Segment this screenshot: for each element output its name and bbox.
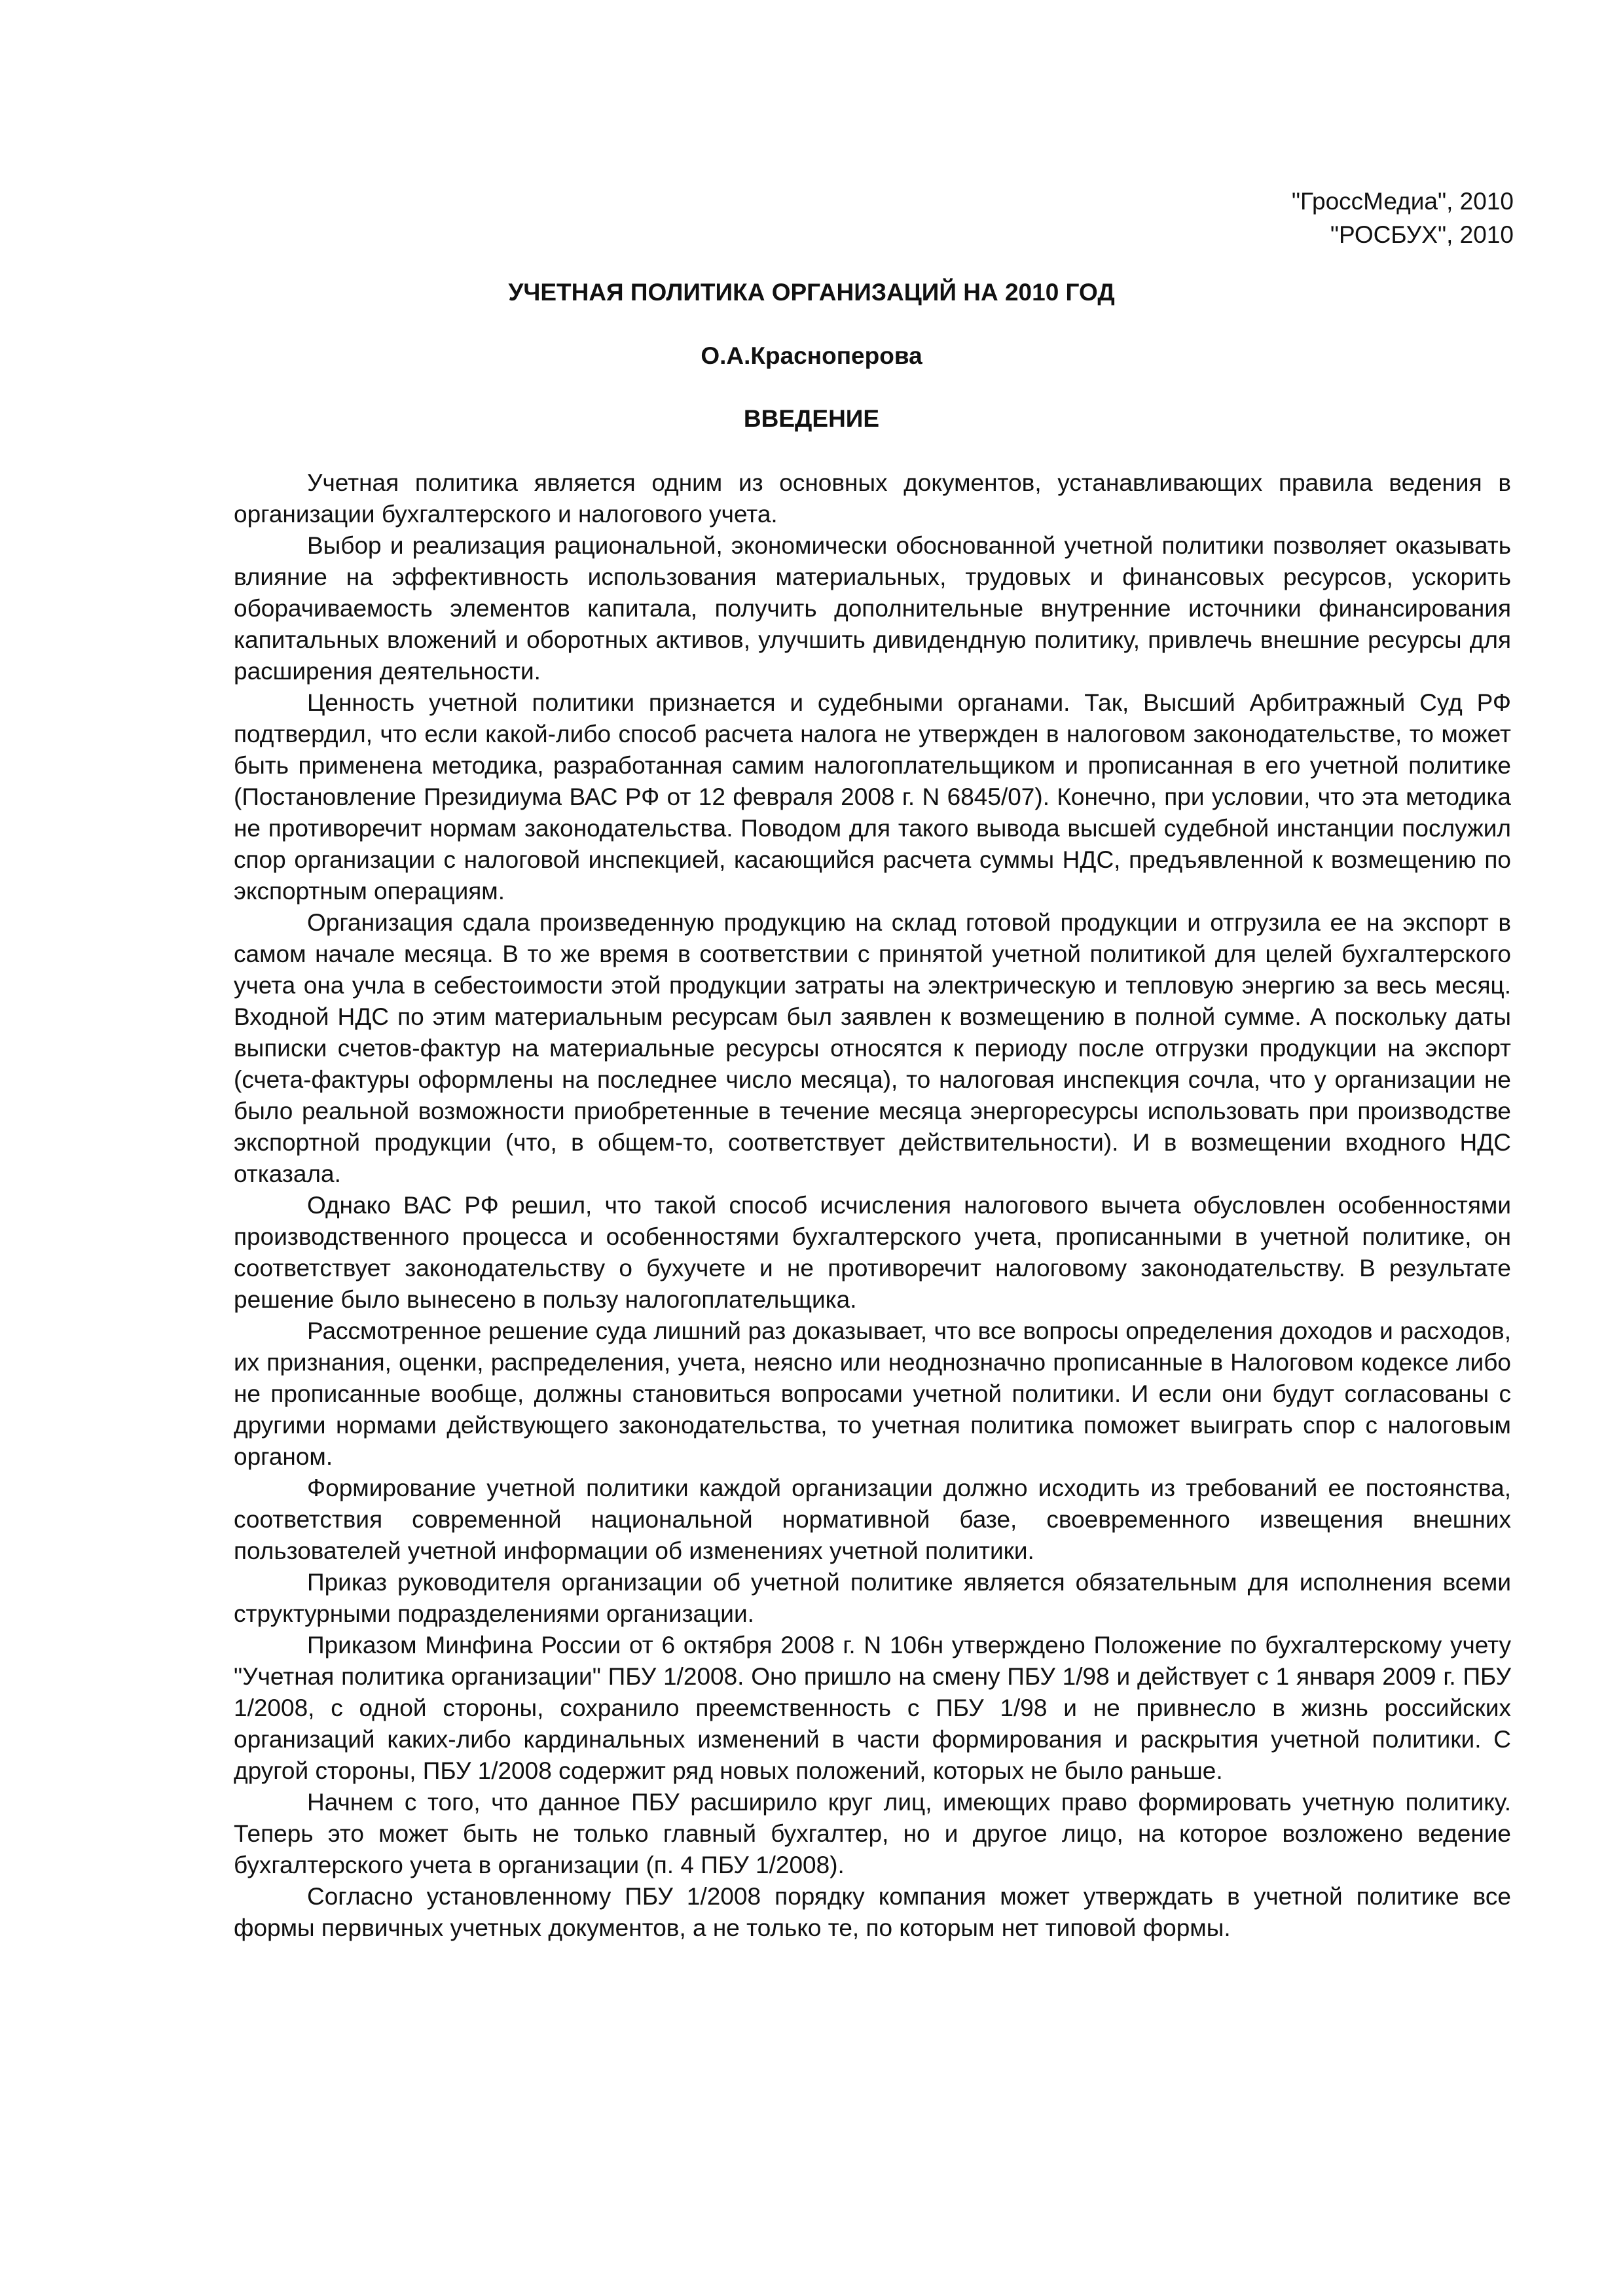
- document-author: О.А.Красноперова: [701, 342, 922, 369]
- paragraph: Формирование учетной политики каждой организации должно исходить из требований ее постоянства, соответствия современной национальной нормативной базе, своевременного извещения внешних пользователей учетной информации об изменениях учетной политики.: [234, 1475, 1511, 1564]
- document-title: УЧЕТНАЯ ПОЛИТИКА ОРГАНИЗАЦИЙ НА 2010 ГОД: [508, 279, 1115, 306]
- publisher-block: [1292, 185, 1514, 251]
- paragraph: Однако ВАС РФ решил, что такой способ исчисления налогового вычета обусловлен особенностями производственного процесса и особенностями бухгалтерского учета, прописанными в учетной политике, он соответствует законодательству о бухучете и не противоречит налоговому законодательству. В результате решение было вынесено в пользу налогоплательщика.: [234, 1192, 1511, 1313]
- paragraph: Приказ руководителя организации об учетной политике является обязательным для исполнения всеми структурными подразделениями организации.: [234, 1569, 1511, 1627]
- paragraph: Учетная политика является одним из основных документов, устанавливающих правила ведения в организации бухгалтерского и налогового учета.: [234, 469, 1511, 528]
- section-heading: ВВЕДЕНИЕ: [743, 405, 880, 432]
- body-text: [234, 467, 1511, 1944]
- paragraph: Рассмотренное решение суда лишний раз доказывает, что все вопросы определения доходов и расходов, их признания, оценки, распределения, учета, неясно или неоднозначно прописанные в Налоговом кодексе либо не прописанные вообще, должны становиться вопросами учетной политики. И если они будут согласованы с другими нормами действующего законодательства, то учетная политика поможет выиграть спор с налоговым органом.: [234, 1318, 1511, 1470]
- paragraph: Ценность учетной политики признается и судебными органами. Так, Высший Арбитражный Суд РФ подтвердил, что если какой-либо способ расчета налога не утвержден в налоговом законодательстве, то может быть применена методика, разработанная самим налогоплательщиком и прописанная в его учетной политике (Постановление Президиума ВАС РФ от 12 февраля 2008 г. N 6845/07). Конечно, при условии, что эта методика не противоречит нормам законодательства. Поводом для такого вывода высшей судебной инстанции послужил спор организации с налоговой инспекцией, касающийся расчета суммы НДС, предъявленной к возмещению по экспортным операциям.: [234, 689, 1511, 905]
- paragraph: Согласно установленному ПБУ 1/2008 порядку компания может утверждать в учетной политике все формы первичных учетных документов, а не только те, по которым нет типовой формы.: [234, 1883, 1511, 1941]
- publisher-line: "ГроссМедиа", 2010: [1291, 188, 1514, 215]
- paragraph: Приказом Минфина России от 6 октября 2008 г. N 106н утверждено Положение по бухгалтерскому учету "Учетная политика организации" ПБУ 1/2008. Оно пришло на смену ПБУ 1/98 и действует с 1 января 2009 г. ПБУ 1/2008, с одной стороны, сохранило преемственность с ПБУ 1/98 и не привнесло в жизнь российских организаций каких-либо кардинальных изменений в части формирования и раскрытия учетной политики. С другой стороны, ПБУ 1/2008 содержит ряд новых положений, которых не было раньше.: [234, 1632, 1511, 1784]
- paragraph: Организация сдала произведенную продукцию на склад готовой продукции и отгрузила ее на экспорт в самом начале месяца. В то же время в соответствии с принятой учетной политикой для целей бухгалтерского учета она учла в себестоимости этой продукции затраты на электрическую и тепловую энергию за весь месяц. Входной НДС по этим материальным ресурсам был заявлен к возмещению в полной сумме. А поскольку даты выписки счетов-фактур на материальные ресурсы относятся к периоду после отгрузки продукции на экспорт (счета-фактуры оформлены на последнее число месяца), то налоговая инспекция сочла, что у организации не было реальной возможности приобретенные в течение месяца энергоресурсы использовать при производстве экспортной продукции (что, в общем-то, соответствует действительности). И в возмещении входного НДС отказала.: [234, 909, 1511, 1187]
- paragraph: Начнем с того, что данное ПБУ расширило круг лиц, имеющих право формировать учетную политику. Теперь это может быть не только главный бухгалтер, но и другое лицо, на которое возложено ведение бухгалтерского учета в организации (п. 4 ПБУ 1/2008).: [234, 1789, 1511, 1878]
- publisher-line: "РОСБУХ", 2010: [1330, 221, 1514, 248]
- paragraph: Выбор и реализация рациональной, экономически обоснованной учетной политики позволяет оказывать влияние на эффективность использования материальных, трудовых и финансовых ресурсов, ускорить оборачиваемость элементов капитала, получить дополнительные внутренние источники финансирования капитальных вложений и оборотных активов, улучшить дивидендную политику, привлечь внешние ресурсы для расширения деятельности.: [234, 532, 1511, 685]
